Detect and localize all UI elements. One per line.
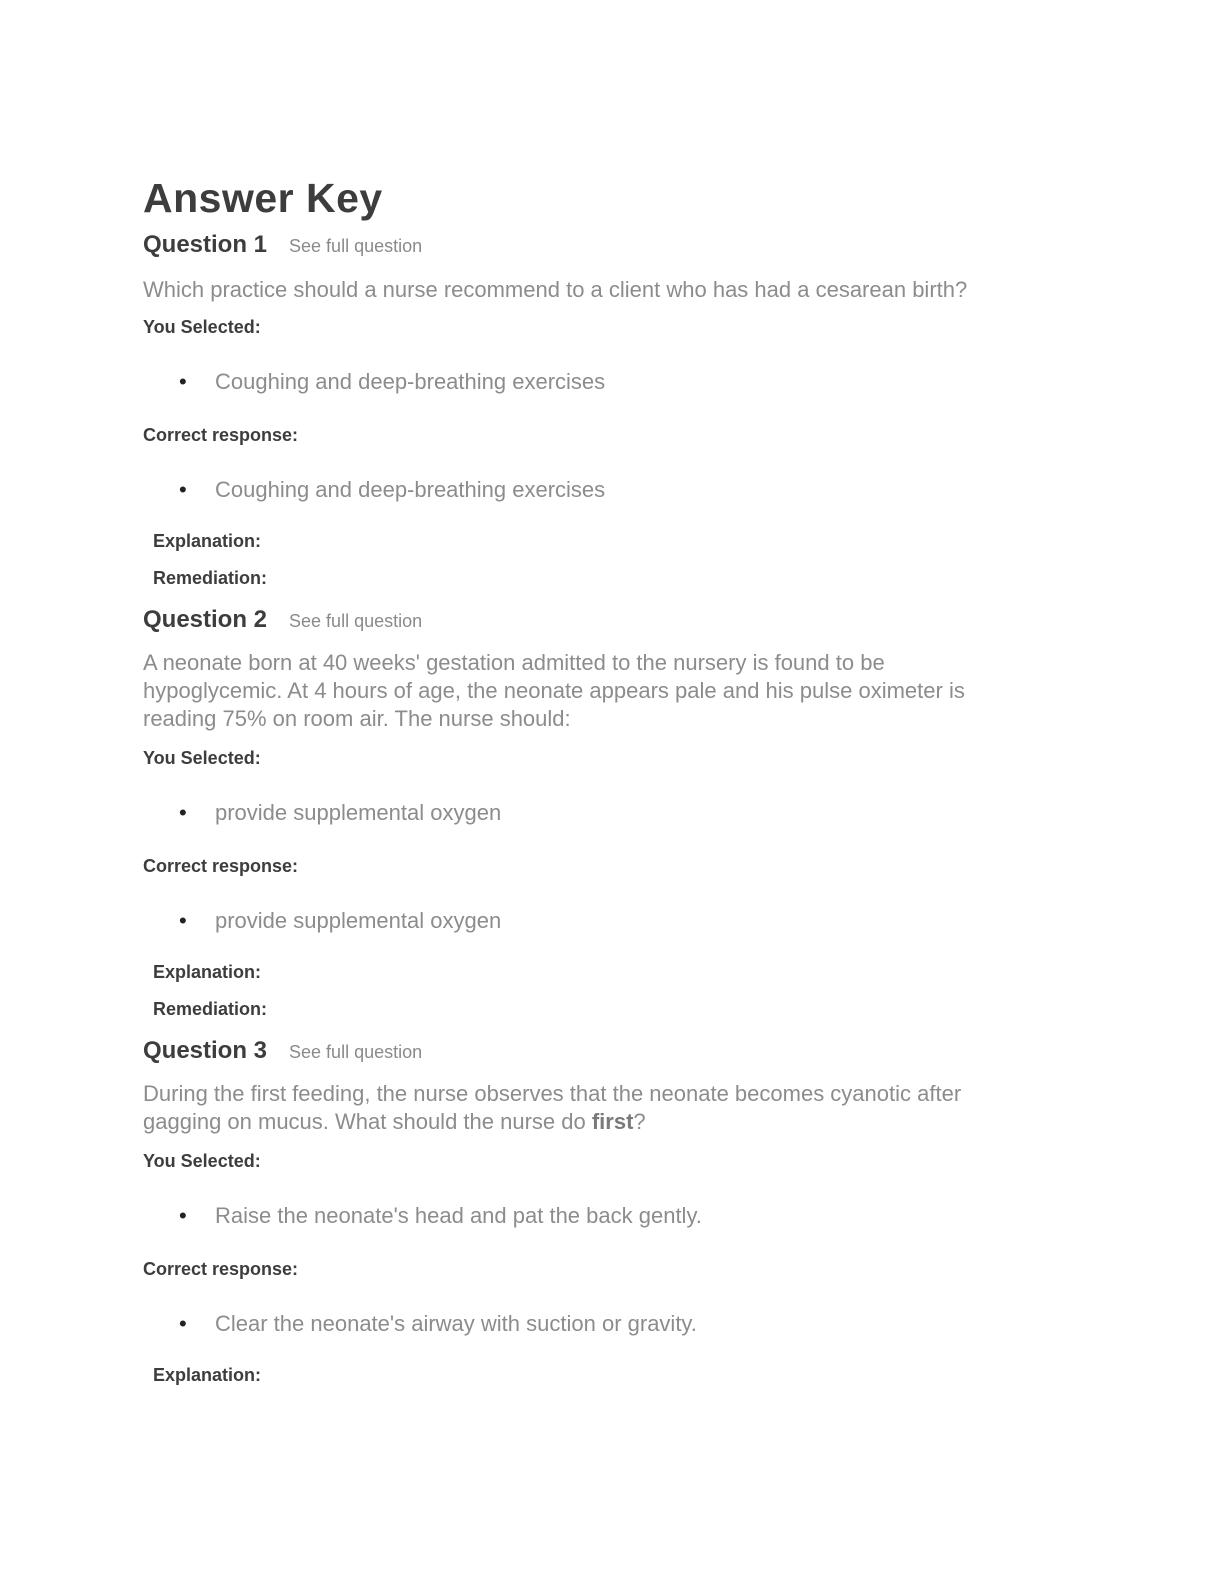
you-selected-label: You Selected: (143, 1151, 261, 1171)
bullet-icon: • (179, 477, 187, 502)
correct-answer (143, 476, 1083, 504)
selected-answer (143, 1202, 1083, 1230)
question-3-text (143, 1080, 1083, 1136)
correct-response-label: Correct response: (143, 1259, 299, 1279)
remediation-label: Remediation: (153, 568, 268, 588)
question-2-section (143, 599, 1083, 1020)
correct-answer (143, 1310, 1083, 1338)
answer-key-page (143, 172, 1083, 1386)
question-3-text-post: ? (633, 1109, 646, 1134)
question-1-section (143, 224, 1083, 589)
question-2-text-line: reading 75% on room air. The nurse should: (143, 706, 571, 731)
question-3-header (143, 1030, 1083, 1072)
selected-answer (143, 368, 1083, 396)
you-selected-label: You Selected: (143, 317, 261, 337)
question-3-section (143, 1030, 1083, 1386)
explanation-label: Explanation: (153, 962, 262, 982)
correct-answer-text: provide supplemental oxygen (215, 908, 502, 933)
question-3-text-line: During the first feeding, the nurse observes that the neonate becomes cyanotic after (143, 1081, 962, 1106)
question-2-header (143, 599, 1083, 641)
bullet-icon: • (179, 1311, 187, 1336)
see-full-question-link[interactable]: See full question (289, 236, 423, 256)
page-title: Answer Key (143, 175, 383, 221)
explanation-label: Explanation: (153, 1365, 262, 1385)
bullet-icon: • (179, 369, 187, 394)
selected-answer (143, 799, 1083, 827)
question-3-title: Question 3 (143, 1037, 268, 1064)
correct-response-label: Correct response: (143, 856, 299, 876)
emphasis-first: first (591, 1109, 634, 1134)
correct-answer-text: Clear the neonate's airway with suction or gravity. (215, 1311, 697, 1336)
bullet-icon: • (179, 1203, 187, 1228)
correct-answer-text: Coughing and deep-breathing exercises (215, 477, 606, 502)
you-selected-label: You Selected: (143, 748, 261, 768)
question-2-text-line: hypoglycemic. At 4 hours of age, the neonate appears pale and his pulse oximeter is (143, 678, 965, 703)
question-2-text (143, 649, 1083, 733)
explanation-label: Explanation: (153, 531, 262, 551)
selected-answer-text: Raise the neonate's head and pat the back gently. (215, 1203, 702, 1228)
selected-answer-text: provide supplemental oxygen (215, 800, 502, 825)
remediation-label: Remediation: (153, 999, 268, 1019)
bullet-icon: • (179, 800, 187, 825)
question-2-title: Question 2 (143, 606, 268, 633)
question-3-text-pre: gagging on mucus. What should the nurse do (143, 1109, 592, 1134)
correct-answer (143, 907, 1083, 935)
question-1-text: Which practice should a nurse recommend to a client who has had a cesarean birth? (143, 277, 968, 302)
question-1-header (143, 224, 1083, 266)
bullet-icon: • (179, 908, 187, 933)
question-1-title: Question 1 (143, 231, 268, 258)
see-full-question-link[interactable]: See full question (289, 1042, 423, 1062)
question-2-text-line: A neonate born at 40 weeks' gestation admitted to the nursery is found to be (143, 650, 885, 675)
see-full-question-link[interactable]: See full question (289, 611, 423, 631)
selected-answer-text: Coughing and deep-breathing exercises (215, 369, 606, 394)
question-3-text-line (143, 1108, 1083, 1136)
correct-response-label: Correct response: (143, 425, 299, 445)
